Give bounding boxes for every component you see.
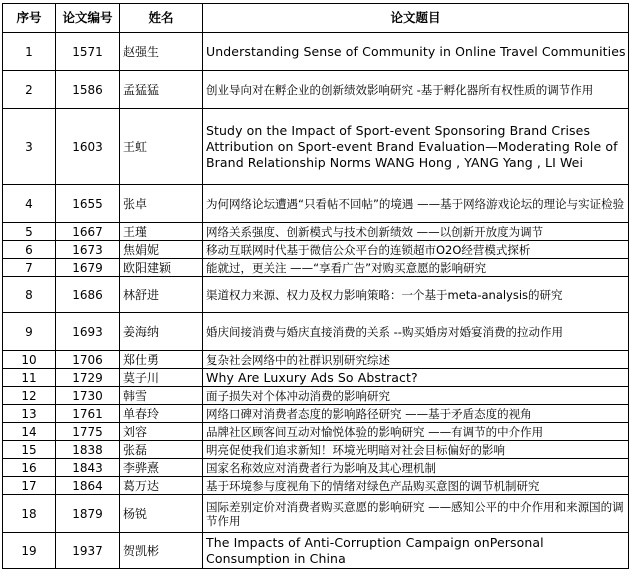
row-id: 1693: [56, 313, 120, 351]
header-title: 论文题目: [203, 4, 629, 33]
row-title: 明亮促使我们追求新知！环境光明暗对社会目标偏好的影响: [203, 441, 629, 459]
row-id: 1937: [56, 533, 120, 569]
row-id: 1729: [56, 369, 120, 387]
row-title: 婚庆间接消费与婚庆直接消费的关系 --购买婚房对婚宴消费的拉动作用: [203, 313, 629, 351]
row-name: 张磊: [120, 441, 203, 459]
row-title: 为何网络论坛遭遇“只看帖不回帖”的境遇 ——基于网络游戏论坛的理论与实证检验: [203, 185, 629, 223]
row-name: 张卓: [120, 185, 203, 223]
row-id: 1655: [56, 185, 120, 223]
table-row: [3, 533, 629, 569]
row-name: 王虹: [120, 109, 203, 185]
row-no: 3: [3, 109, 56, 185]
row-no: 6: [3, 241, 56, 259]
row-no: 12: [3, 387, 56, 405]
row-title: 国际差别定价对消费者购买意愿的影响研究 ——感知公平的中介作用和来源国的调节作用: [203, 495, 629, 533]
table-row: [3, 313, 629, 351]
header-row: [3, 4, 629, 33]
row-no: 10: [3, 351, 56, 369]
row-name: 莫子川: [120, 369, 203, 387]
row-no: 14: [3, 423, 56, 441]
row-title: 渠道权力来源、权力及权力影响策略：一个基于meta-analysis的研究: [203, 277, 629, 313]
row-title: 能就过，更关注 ——“享看广告”对购买意愿的影响研究: [203, 259, 629, 277]
table-row: [3, 387, 629, 405]
table-row: [3, 495, 629, 533]
row-id: 1686: [56, 277, 120, 313]
row-name: 林舒进: [120, 277, 203, 313]
table-row: [3, 109, 629, 185]
row-id: 1775: [56, 423, 120, 441]
row-title: 国家名称效应对消费者行为影响及其心理机制: [203, 459, 629, 477]
row-id: 1879: [56, 495, 120, 533]
row-title: 品牌社区顾客间互动对愉悦体验的影响研究 ——有调节的中介作用: [203, 423, 629, 441]
row-title: Understanding Sense of Community in Online Travel Communities: [203, 33, 629, 71]
row-no: 8: [3, 277, 56, 313]
row-no: 5: [3, 223, 56, 241]
row-name: 王瑾: [120, 223, 203, 241]
row-name: 单春玲: [120, 405, 203, 423]
row-title: 创业导向对在孵企业的创新绩效影响研究 -基于孵化器所有权性质的调节作用: [203, 71, 629, 109]
row-name: 葛万达: [120, 477, 203, 495]
table-row: [3, 185, 629, 223]
row-name: 孟猛猛: [120, 71, 203, 109]
table-row: [3, 477, 629, 495]
row-name: 焦娟妮: [120, 241, 203, 259]
row-no: 15: [3, 441, 56, 459]
row-no: 16: [3, 459, 56, 477]
row-id: 1673: [56, 241, 120, 259]
header-id: 论文编号: [56, 4, 120, 33]
row-id: 1864: [56, 477, 120, 495]
row-id: 1603: [56, 109, 120, 185]
row-id: 1843: [56, 459, 120, 477]
row-no: 13: [3, 405, 56, 423]
table-row: [3, 351, 629, 369]
row-title: 移动互联网时代基于微信公众平台的连锁超市O2O经营模式探析: [203, 241, 629, 259]
table-row: [3, 259, 629, 277]
row-name: 姜海纳: [120, 313, 203, 351]
table-body: [3, 33, 629, 569]
row-title: Study on the Impact of Sport-event Sponsoring Brand Crises Attribution on Sport-event Brand Evaluation—Moderating Role of Brand Relationship Norms WANG Hong , YANG Yang , LI Wei: [203, 109, 629, 185]
row-id: 1586: [56, 71, 120, 109]
row-id: 1706: [56, 351, 120, 369]
row-name: 李骅熹: [120, 459, 203, 477]
row-no: 11: [3, 369, 56, 387]
row-id: 1838: [56, 441, 120, 459]
table-row: [3, 441, 629, 459]
row-title: Why Are Luxury Ads So Abstract?: [203, 369, 629, 387]
row-no: 17: [3, 477, 56, 495]
row-title: 基于环境参与度视角下的情绪对绿色产品购买意图的调节机制研究: [203, 477, 629, 495]
row-no: 19: [3, 533, 56, 569]
row-id: 1679: [56, 259, 120, 277]
row-no: 7: [3, 259, 56, 277]
row-title: 面子损失对个体冲动消费的影响研究: [203, 387, 629, 405]
row-name: 刘容: [120, 423, 203, 441]
table-row: [3, 423, 629, 441]
row-id: 1571: [56, 33, 120, 71]
table-row: [3, 369, 629, 387]
row-title: 复杂社会网络中的社群识别研究综述: [203, 351, 629, 369]
row-name: 贺凯彬: [120, 533, 203, 569]
table-row: [3, 33, 629, 71]
row-no: 18: [3, 495, 56, 533]
row-no: 4: [3, 185, 56, 223]
row-name: 郑仕勇: [120, 351, 203, 369]
table-row: [3, 459, 629, 477]
row-name: 韩雪: [120, 387, 203, 405]
table-row: [3, 277, 629, 313]
row-id: 1667: [56, 223, 120, 241]
row-no: 1: [3, 33, 56, 71]
table-row: [3, 405, 629, 423]
row-no: 9: [3, 313, 56, 351]
row-id: 1730: [56, 387, 120, 405]
table-row: [3, 241, 629, 259]
row-name: 杨锐: [120, 495, 203, 533]
papers-table: [2, 3, 629, 569]
table-row: [3, 71, 629, 109]
row-no: 2: [3, 71, 56, 109]
row-title: 网络关系强度、创新模式与技术创新绩效 ——以创新开放度为调节: [203, 223, 629, 241]
row-title: 网络口碑对消费者态度的影响路径研究 ——基于矛盾态度的视角: [203, 405, 629, 423]
row-id: 1761: [56, 405, 120, 423]
header-name: 姓名: [120, 4, 203, 33]
row-title: The Impacts of Anti-Corruption Campaign onPersonal Consumption in China: [203, 533, 629, 569]
row-name: 赵强生: [120, 33, 203, 71]
row-name: 欧阳建颖: [120, 259, 203, 277]
table-row: [3, 223, 629, 241]
header-no: 序号: [3, 4, 56, 33]
